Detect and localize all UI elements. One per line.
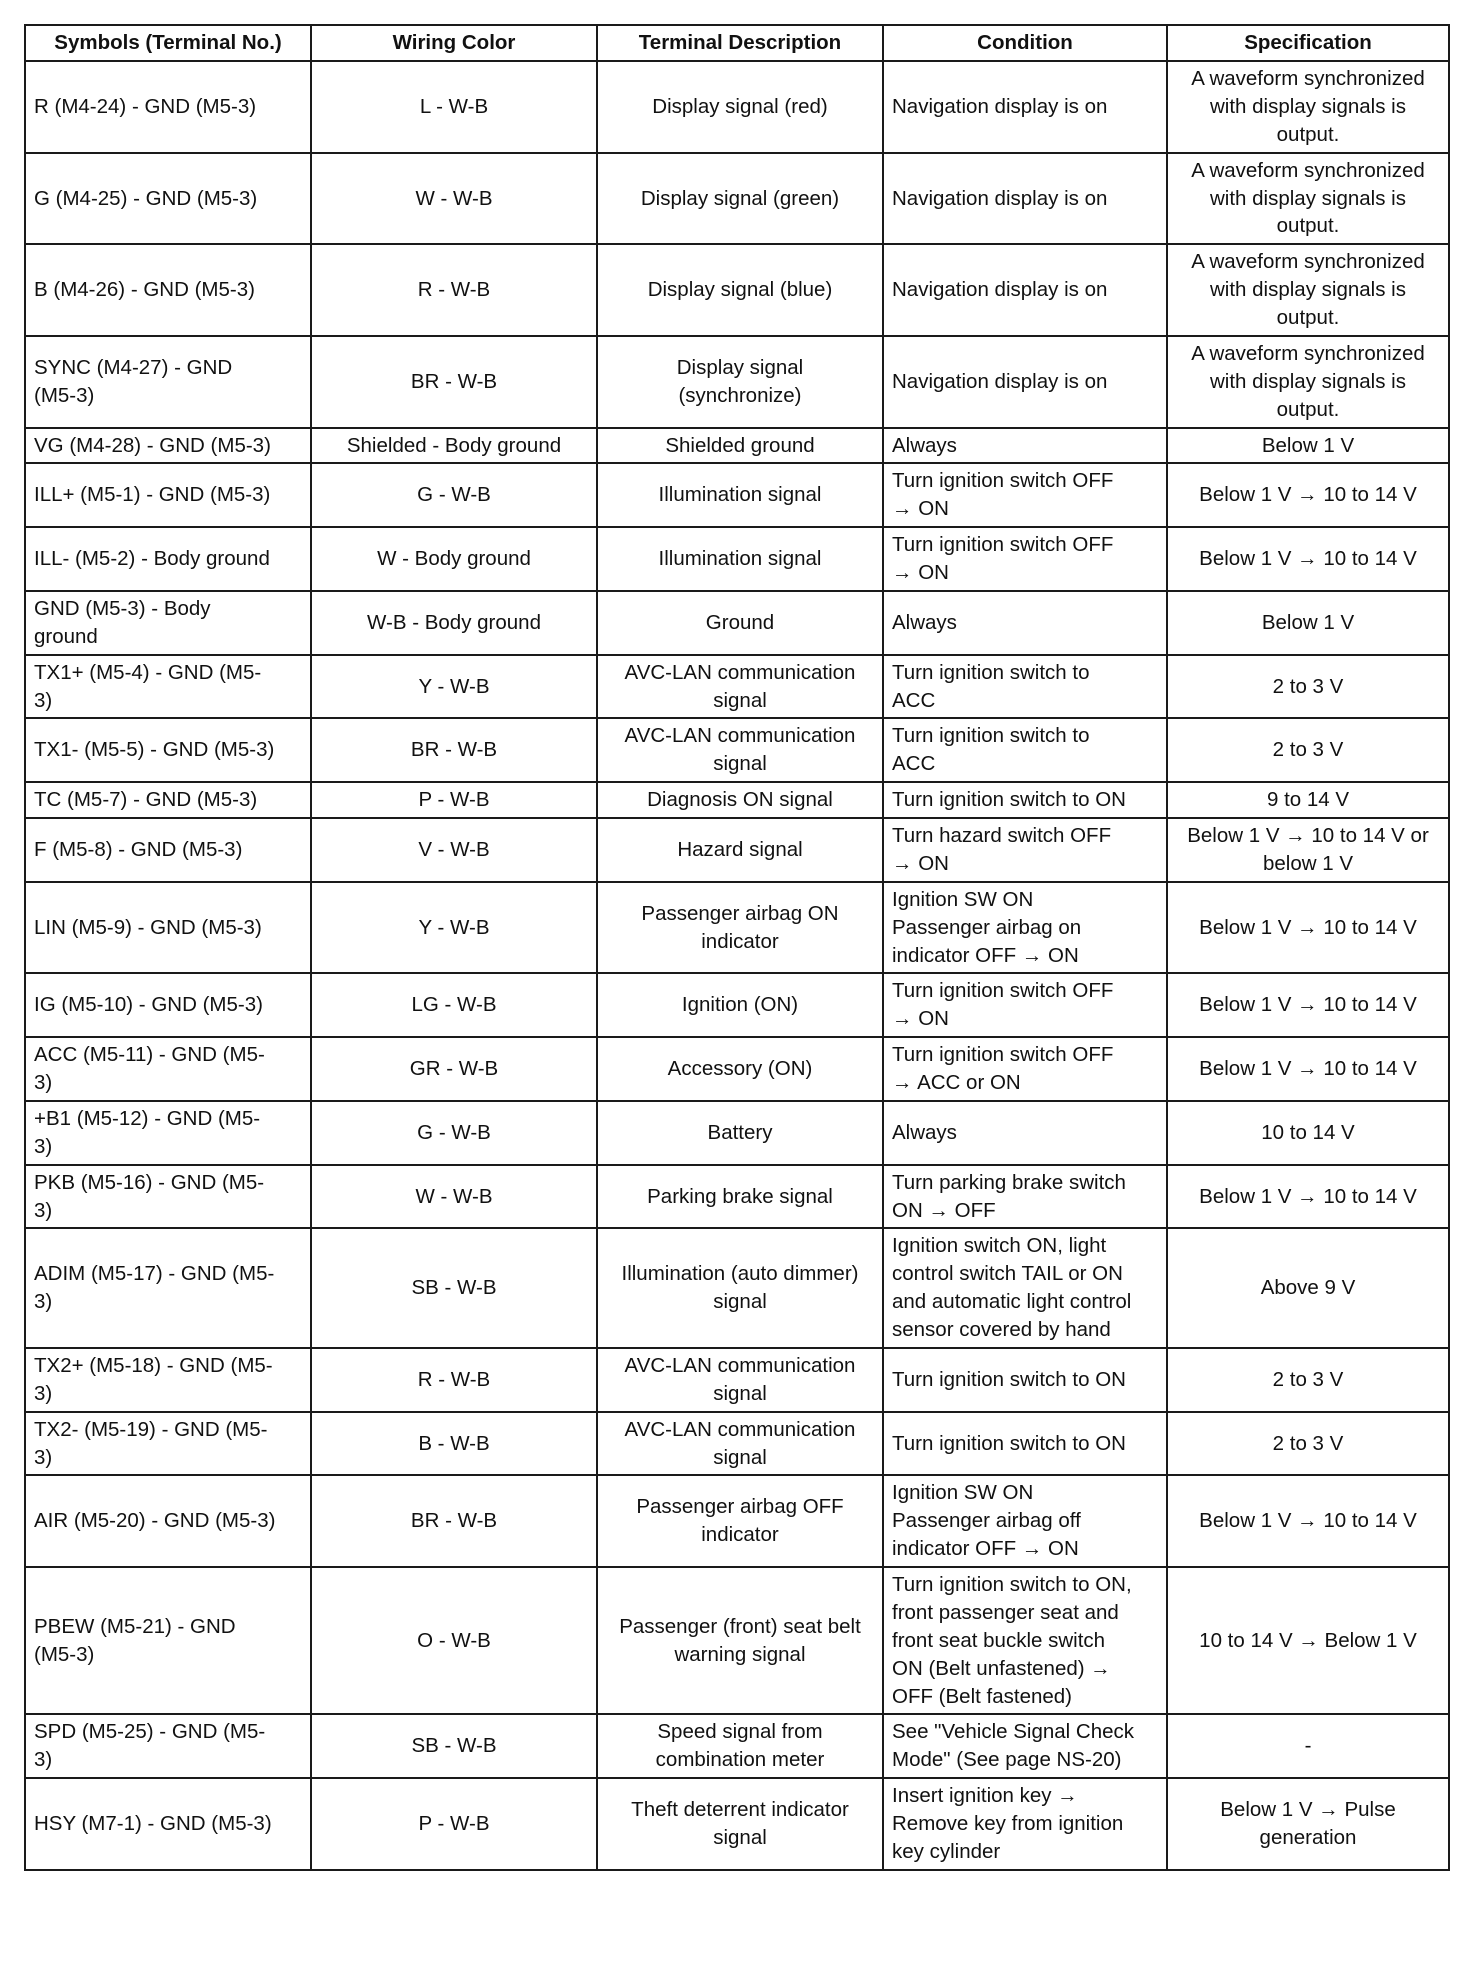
cell-terminal-description-text: Hazard signal <box>677 837 803 861</box>
cell-specification-text: 10 to 14 V → Below 1 V <box>1199 1628 1417 1652</box>
table-row <box>25 973 1449 1037</box>
cell-condition-text: Turn ignition switch OFF → ON <box>892 469 1114 521</box>
cell-terminal-description <box>597 244 883 336</box>
cell-condition-text: Turn ignition switch OFF → ACC or ON <box>892 1043 1114 1094</box>
cell-terminal-description-text: Display signal (blue) <box>647 278 833 302</box>
cell-symbol <box>25 527 311 591</box>
cell-condition <box>883 1475 1167 1567</box>
cell-specification-text: Below 1 V → 10 to 14 V <box>1199 1509 1417 1533</box>
cell-condition <box>883 1348 1167 1412</box>
cell-symbol <box>25 1348 311 1412</box>
cell-terminal-description <box>597 1228 883 1348</box>
cell-specification <box>1167 1778 1449 1870</box>
cell-condition-text: Ignition SW ON Passenger airbag off indicator OFF → ON <box>892 1481 1081 1561</box>
table-row <box>25 336 1449 428</box>
cell-wiring-color <box>311 1412 597 1476</box>
cell-terminal-description-text: Speed signal from combination meter <box>655 1720 825 1772</box>
cell-condition <box>883 655 1167 719</box>
cell-terminal-description <box>597 428 883 464</box>
cell-specification-text: - <box>1304 1734 1312 1758</box>
cell-symbol-text: TX1- (M5-5) - GND (M5-3) <box>34 738 275 762</box>
table-row <box>25 1567 1449 1714</box>
cell-symbol-text: ILL- (M5-2) - Body ground <box>34 547 270 571</box>
cell-symbol <box>25 882 311 974</box>
cell-symbol-text: B (M4-26) - GND (M5-3) <box>34 278 255 302</box>
cell-wiring-color <box>311 655 597 719</box>
cell-symbol <box>25 336 311 428</box>
cell-symbol-text: AIR (M5-20) - GND (M5-3) <box>34 1509 276 1533</box>
cell-wiring-color-text: G - W-B <box>417 483 491 507</box>
cell-wiring-color <box>311 463 597 527</box>
cell-condition-text: Navigation display is on <box>892 278 1108 302</box>
cell-terminal-description <box>597 1101 883 1165</box>
cell-symbol-text: TX2- (M5-19) - GND (M5- 3) <box>34 1417 268 1469</box>
cell-symbol-text: SPD (M5-25) - GND (M5- 3) <box>34 1720 266 1772</box>
cell-terminal-description <box>597 1475 883 1567</box>
cell-condition <box>883 1412 1167 1476</box>
cell-symbol <box>25 244 311 336</box>
cell-specification-text: A waveform synchronized with display signals is output. <box>1191 158 1425 238</box>
cell-symbol-text: TX2+ (M5-18) - GND (M5- 3) <box>34 1353 273 1405</box>
cell-symbol-text: IG (M5-10) - GND (M5-3) <box>34 993 263 1017</box>
table-row <box>25 1228 1449 1348</box>
cell-terminal-description-text: AVC-LAN communication signal <box>624 1417 856 1469</box>
cell-condition <box>883 428 1167 464</box>
cell-condition <box>883 718 1167 782</box>
cell-wiring-color <box>311 973 597 1037</box>
cell-specification <box>1167 1567 1449 1714</box>
cell-symbol <box>25 973 311 1037</box>
cell-terminal-description <box>597 882 883 974</box>
cell-terminal-description <box>597 1778 883 1870</box>
cell-terminal-description-text: Shielded ground <box>665 433 815 457</box>
cell-terminal-description-text: Ground <box>705 610 775 634</box>
cell-specification <box>1167 428 1449 464</box>
cell-symbol-text: ILL+ (M5-1) - GND (M5-3) <box>34 483 271 507</box>
cell-wiring-color-text: R - W-B <box>417 1367 491 1391</box>
cell-condition <box>883 782 1167 818</box>
table-row <box>25 428 1449 464</box>
cell-symbol-text: GND (M5-3) - Body ground <box>34 596 211 648</box>
cell-condition-text: Navigation display is on <box>892 369 1108 393</box>
cell-symbol-text: SYNC (M4-27) - GND (M5-3) <box>34 355 233 407</box>
cell-terminal-description-text: Passenger (front) seat belt warning signal <box>619 1614 861 1666</box>
cell-terminal-description <box>597 336 883 428</box>
cell-condition <box>883 1165 1167 1229</box>
cell-specification <box>1167 1412 1449 1476</box>
cell-terminal-description-text: AVC-LAN communication signal <box>624 1353 856 1405</box>
table-body <box>25 61 1449 1870</box>
cell-terminal-description-text: AVC-LAN communication signal <box>624 724 856 776</box>
cell-specification-text: Above 9 V <box>1260 1276 1356 1300</box>
cell-symbol-text: PBEW (M5-21) - GND (M5-3) <box>34 1614 236 1666</box>
cell-terminal-description <box>597 782 883 818</box>
cell-wiring-color-text: P - W-B <box>418 788 490 812</box>
cell-wiring-color <box>311 244 597 336</box>
cell-symbol-text: LIN (M5-9) - GND (M5-3) <box>34 915 262 939</box>
cell-symbol <box>25 1567 311 1714</box>
cell-symbol-text: HSY (M7-1) - GND (M5-3) <box>34 1812 272 1835</box>
cell-symbol-text: TX1+ (M5-4) - GND (M5- 3) <box>34 660 262 712</box>
cell-condition-text: Turn ignition switch to ACC <box>892 660 1090 712</box>
cell-specification-text: Below 1 V <box>1261 610 1355 634</box>
cell-symbol-text: VG (M4-28) - GND (M5-3) <box>34 433 271 457</box>
table-row <box>25 818 1449 882</box>
cell-condition <box>883 527 1167 591</box>
cell-specification-text: Below 1 V → 10 to 14 V <box>1199 1057 1417 1081</box>
cell-wiring-color-text: SB - W-B <box>411 1276 497 1300</box>
cell-condition-text: Turn parking brake switch ON → OFF <box>892 1170 1126 1222</box>
cell-symbol <box>25 1165 311 1229</box>
header-terminal-description: Terminal Description <box>597 25 883 61</box>
cell-terminal-description <box>597 655 883 719</box>
cell-specification <box>1167 244 1449 336</box>
cell-specification <box>1167 591 1449 655</box>
cell-condition <box>883 1567 1167 1714</box>
cell-specification-text: 9 to 14 V <box>1266 788 1350 812</box>
cell-specification <box>1167 336 1449 428</box>
cell-specification <box>1167 1037 1449 1101</box>
cell-specification-text: Below 1 V → 10 to 14 V <box>1199 1184 1417 1208</box>
cell-condition-text: Turn ignition switch to ACC <box>892 724 1090 776</box>
cell-terminal-description-text: Accessory (ON) <box>667 1057 813 1081</box>
cell-wiring-color-text: O - W-B <box>417 1628 491 1652</box>
cell-terminal-description <box>597 463 883 527</box>
table-row <box>25 718 1449 782</box>
cell-condition <box>883 1714 1167 1778</box>
cell-specification-text: 2 to 3 V <box>1272 1367 1344 1391</box>
table-row <box>25 1165 1449 1229</box>
cell-symbol-text: F (M5-8) - GND (M5-3) <box>34 837 243 861</box>
cell-wiring-color <box>311 782 597 818</box>
cell-symbol <box>25 1101 311 1165</box>
cell-symbol-text: R (M4-24) - GND (M5-3) <box>34 94 257 118</box>
table-row <box>25 1101 1449 1165</box>
cell-condition <box>883 1101 1167 1165</box>
cell-wiring-color-text: W-B - Body ground <box>367 610 541 634</box>
cell-wiring-color <box>311 1714 597 1778</box>
cell-wiring-color <box>311 1778 597 1870</box>
cell-terminal-description-text: Theft deterrent indicator signal <box>631 1798 849 1849</box>
cell-condition-text: Navigation display is on <box>892 186 1108 210</box>
table-row <box>25 463 1449 527</box>
cell-condition-text: Turn ignition switch OFF → ON <box>892 533 1114 584</box>
cell-wiring-color-text: Shielded - Body ground <box>346 433 562 457</box>
cell-wiring-color <box>311 428 597 464</box>
cell-symbol <box>25 655 311 719</box>
cell-terminal-description-text: Illumination signal <box>658 547 822 571</box>
cell-specification <box>1167 1228 1449 1348</box>
cell-condition <box>883 153 1167 245</box>
cell-wiring-color <box>311 61 597 153</box>
cell-condition <box>883 1228 1167 1348</box>
cell-specification-text: 10 to 14 V <box>1261 1120 1355 1144</box>
cell-symbol <box>25 153 311 245</box>
table-row <box>25 591 1449 655</box>
cell-condition-text: Always <box>892 610 957 634</box>
cell-wiring-color <box>311 1101 597 1165</box>
cell-specification <box>1167 882 1449 974</box>
cell-symbol-text: G (M4-25) - GND (M5-3) <box>34 186 258 210</box>
cell-terminal-description-text: Diagnosis ON signal <box>647 788 833 812</box>
table-row <box>25 153 1449 245</box>
cell-specification-text: Below 1 V → Pulse generation <box>1220 1798 1396 1849</box>
cell-symbol-text: ACC (M5-11) - GND (M5- 3) <box>34 1043 265 1094</box>
cell-symbol-text: ADIM (M5-17) - GND (M5- 3) <box>34 1262 275 1314</box>
cell-specification <box>1167 782 1449 818</box>
cell-specification <box>1167 463 1449 527</box>
cell-wiring-color-text: BR - W-B <box>410 738 498 762</box>
table-row <box>25 882 1449 974</box>
header-condition: Condition <box>883 25 1167 61</box>
cell-specification-text: Below 1 V <box>1261 433 1355 457</box>
cell-symbol-text: PKB (M5-16) - GND (M5- 3) <box>34 1170 265 1222</box>
cell-wiring-color <box>311 527 597 591</box>
cell-terminal-description <box>597 61 883 153</box>
cell-specification <box>1167 153 1449 245</box>
cell-wiring-color-text: Y - W-B <box>418 915 490 939</box>
table-row <box>25 1714 1449 1778</box>
cell-specification <box>1167 1101 1449 1165</box>
table-row <box>25 1778 1449 1870</box>
cell-condition <box>883 463 1167 527</box>
cell-condition-text: Turn ignition switch to ON <box>892 1431 1126 1455</box>
cell-symbol <box>25 718 311 782</box>
header-symbols: Symbols (Terminal No.) <box>25 25 311 61</box>
cell-symbol <box>25 1778 311 1870</box>
cell-wiring-color-text: V - W-B <box>418 837 490 861</box>
cell-terminal-description <box>597 1567 883 1714</box>
table-row <box>25 527 1449 591</box>
cell-specification-text: Below 1 V → 10 to 14 V <box>1199 993 1417 1017</box>
cell-terminal-description <box>597 718 883 782</box>
document-page <box>24 24 1448 1871</box>
cell-terminal-description-text: Passenger airbag OFF indicator <box>636 1495 844 1547</box>
cell-specification-text: Below 1 V → 10 to 14 V <box>1199 915 1417 939</box>
cell-wiring-color-text: P - W-B <box>418 1812 490 1835</box>
cell-terminal-description-text: AVC-LAN communication signal <box>624 660 856 712</box>
cell-wiring-color-text: B - W-B <box>418 1431 490 1455</box>
cell-condition-text: Ignition switch ON, light control switch TAIL or ON and automatic light control sensor covered by hand <box>892 1234 1132 1341</box>
cell-wiring-color <box>311 591 597 655</box>
cell-condition-text: Turn ignition switch to ON, front passenger seat and front seat buckle switch ON (Belt unfastened) → OFF (Belt fastened) <box>892 1573 1132 1708</box>
cell-symbol <box>25 782 311 818</box>
cell-condition-text: Turn ignition switch to ON <box>892 1367 1126 1391</box>
cell-wiring-color <box>311 718 597 782</box>
cell-wiring-color-text: L - W-B <box>419 94 489 118</box>
table-row <box>25 1037 1449 1101</box>
cell-wiring-color <box>311 818 597 882</box>
cell-wiring-color-text: W - W-B <box>415 186 493 210</box>
cell-wiring-color <box>311 1037 597 1101</box>
cell-wiring-color <box>311 1165 597 1229</box>
cell-wiring-color-text: GR - W-B <box>409 1057 499 1081</box>
cell-condition <box>883 591 1167 655</box>
cell-terminal-description <box>597 527 883 591</box>
cell-condition <box>883 818 1167 882</box>
cell-condition-text: Turn hazard switch OFF → ON <box>892 824 1112 875</box>
cell-terminal-description-text: Display signal (synchronize) <box>676 355 804 407</box>
cell-specification <box>1167 1165 1449 1229</box>
cell-terminal-description-text: Parking brake signal <box>647 1184 833 1208</box>
cell-condition-text: Turn ignition switch to ON <box>892 788 1126 812</box>
cell-condition <box>883 1037 1167 1101</box>
cell-condition <box>883 336 1167 428</box>
cell-symbol-text: TC (M5-7) - GND (M5-3) <box>34 788 258 812</box>
cell-terminal-description <box>597 973 883 1037</box>
cell-wiring-color <box>311 1348 597 1412</box>
cell-wiring-color-text: W - W-B <box>415 1184 493 1208</box>
cell-specification <box>1167 655 1449 719</box>
cell-condition-text: Turn ignition switch OFF → ON <box>892 979 1114 1031</box>
cell-terminal-description <box>597 591 883 655</box>
cell-specification <box>1167 527 1449 591</box>
cell-wiring-color <box>311 153 597 245</box>
cell-wiring-color-text: R - W-B <box>417 278 491 302</box>
cell-condition <box>883 244 1167 336</box>
cell-condition-text: Always <box>892 1120 957 1144</box>
cell-specification <box>1167 718 1449 782</box>
cell-terminal-description-text: Passenger airbag ON indicator <box>641 901 839 953</box>
cell-specification-text: A waveform synchronized with display signals is output. <box>1191 341 1425 421</box>
cell-terminal-description <box>597 818 883 882</box>
cell-wiring-color-text: W - Body ground <box>377 547 531 571</box>
table-header <box>25 25 1449 61</box>
cell-specification <box>1167 818 1449 882</box>
cell-wiring-color-text: Y - W-B <box>418 674 490 698</box>
cell-terminal-description <box>597 153 883 245</box>
cell-specification-text: 2 to 3 V <box>1272 738 1344 762</box>
cell-terminal-description <box>597 1165 883 1229</box>
cell-specification <box>1167 1475 1449 1567</box>
cell-condition-text: See "Vehicle Signal Check Mode" (See page NS-20) <box>892 1720 1135 1772</box>
table-row <box>25 1348 1449 1412</box>
cell-condition-text: Navigation display is on <box>892 94 1108 118</box>
table-row <box>25 1475 1449 1567</box>
cell-terminal-description <box>597 1412 883 1476</box>
cell-terminal-description <box>597 1714 883 1778</box>
cell-terminal-description-text: Ignition (ON) <box>681 993 799 1017</box>
cell-symbol <box>25 1037 311 1101</box>
cell-condition <box>883 973 1167 1037</box>
cell-wiring-color-text: BR - W-B <box>410 369 498 393</box>
cell-symbol <box>25 818 311 882</box>
table-row <box>25 61 1449 153</box>
cell-condition <box>883 61 1167 153</box>
cell-condition-text: Always <box>892 433 957 457</box>
cell-condition <box>883 882 1167 974</box>
cell-symbol <box>25 591 311 655</box>
table-row <box>25 1412 1449 1476</box>
cell-terminal-description <box>597 1037 883 1101</box>
cell-terminal-description-text: Display signal (green) <box>640 186 840 210</box>
cell-terminal-description-text: Illumination (auto dimmer) signal <box>621 1262 859 1314</box>
cell-wiring-color-text: SB - W-B <box>411 1734 497 1758</box>
table-row <box>25 782 1449 818</box>
cell-symbol <box>25 463 311 527</box>
cell-terminal-description-text: Illumination signal <box>658 483 822 507</box>
cell-specification <box>1167 973 1449 1037</box>
cell-condition-text: Ignition SW ON Passenger airbag on indicator OFF → ON <box>892 887 1082 967</box>
cell-terminal-description-text: Battery <box>707 1120 773 1144</box>
cell-specification-text: A waveform synchronized with display signals is output. <box>1191 67 1425 146</box>
cell-specification <box>1167 1348 1449 1412</box>
cell-symbol <box>25 1475 311 1567</box>
cell-specification <box>1167 61 1449 153</box>
table-row <box>25 655 1449 719</box>
cell-wiring-color-text: BR - W-B <box>410 1509 498 1533</box>
cell-condition <box>883 1778 1167 1870</box>
terminal-spec-table <box>24 24 1450 1871</box>
cell-wiring-color <box>311 1567 597 1714</box>
cell-specification-text: Below 1 V → 10 to 14 V <box>1199 483 1417 507</box>
cell-symbol <box>25 1412 311 1476</box>
cell-terminal-description-text: Display signal (red) <box>652 94 828 118</box>
cell-specification-text: 2 to 3 V <box>1272 1431 1344 1455</box>
header-row <box>25 25 1449 61</box>
cell-wiring-color <box>311 336 597 428</box>
cell-specification-text: A waveform synchronized with display signals is output. <box>1191 250 1425 329</box>
cell-symbol <box>25 61 311 153</box>
cell-terminal-description <box>597 1348 883 1412</box>
cell-wiring-color-text: LG - W-B <box>411 993 497 1017</box>
table-row <box>25 244 1449 336</box>
cell-specification-text: 2 to 3 V <box>1272 674 1344 698</box>
cell-symbol <box>25 1228 311 1348</box>
cell-symbol <box>25 1714 311 1778</box>
cell-condition-text: Insert ignition key → Remove key from ignition key cylinder <box>892 1784 1124 1863</box>
cell-wiring-color <box>311 1228 597 1348</box>
header-specification: Specification <box>1167 25 1449 61</box>
cell-symbol-text: +B1 (M5-12) - GND (M5- 3) <box>34 1106 261 1158</box>
cell-wiring-color <box>311 882 597 974</box>
cell-wiring-color-text: G - W-B <box>417 1120 491 1144</box>
header-wiring-color: Wiring Color <box>311 25 597 61</box>
cell-wiring-color <box>311 1475 597 1567</box>
cell-specification-text: Below 1 V → 10 to 14 V or below 1 V <box>1187 824 1429 875</box>
cell-symbol <box>25 428 311 464</box>
cell-specification-text: Below 1 V → 10 to 14 V <box>1199 547 1417 571</box>
cell-specification <box>1167 1714 1449 1778</box>
